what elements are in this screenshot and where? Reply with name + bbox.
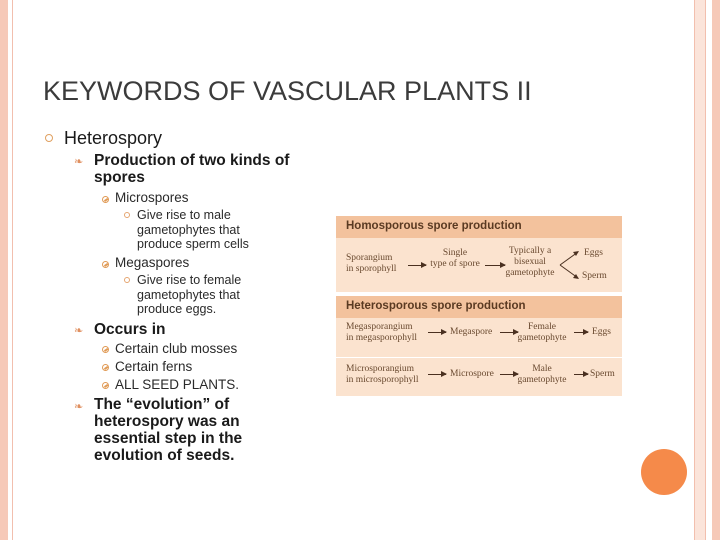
slide-title: KEYWORDS OF VASCULAR PLANTS II: [43, 76, 532, 106]
microsporangium-label: [346, 364, 419, 386]
frame-left-line: [12, 0, 13, 540]
heterosporous-body: [336, 318, 622, 396]
bullet-swirl-icon: [102, 364, 109, 371]
point-evolution: The “evolution” of heterospory was an essential step in the evolution of seeds.: [94, 396, 243, 464]
male-line: Male: [532, 364, 552, 374]
point-occurs-in: Occurs in: [94, 321, 166, 338]
sporangium-line: Sporangium: [346, 253, 393, 263]
bullet-ring-icon: [124, 277, 130, 283]
split-arrow-icon: [556, 250, 582, 280]
male-line: gametophyte: [517, 375, 567, 385]
homosporous-header-bar: [336, 216, 622, 238]
bullet-wing-icon: ❧: [74, 401, 84, 413]
homosporous-header: Homosporous spore production: [346, 220, 522, 232]
bullet-wing-icon: ❧: [74, 156, 84, 168]
heterosporous-header-bar: [336, 296, 622, 318]
heterosporous-header: Heterosporous spore production: [346, 300, 526, 312]
female-line: Female: [528, 322, 556, 332]
occurs-item: Certain club mosses: [115, 341, 238, 356]
megaspores-label: Megaspores: [115, 255, 190, 270]
point-production: Production of two kinds of spores: [94, 152, 290, 186]
occurs-item: Certain ferns: [115, 359, 193, 374]
arrow-icon: [408, 265, 426, 266]
frame-right-stripe: [712, 0, 720, 540]
bullet-wing-icon: ❧: [74, 325, 84, 337]
row-divider: [336, 357, 622, 358]
frame-left-stripe: [0, 0, 8, 540]
frame-right-band: [694, 0, 706, 540]
microspores-detail: Give rise to male gametophytes that produce sperm cells: [137, 208, 249, 251]
spore-line: Single: [442, 248, 468, 258]
eggs-label: Eggs: [592, 327, 611, 337]
microspore-label: Microspore: [450, 369, 494, 379]
arrow-icon: [574, 332, 588, 333]
sperm-label: Sperm: [590, 369, 615, 379]
arrow-icon: [428, 374, 446, 375]
gametophyte-line: Typically a: [508, 246, 552, 256]
megasporangium-label: [346, 322, 417, 344]
sperm-label: Sperm: [582, 271, 607, 281]
bullet-swirl-icon: [102, 261, 109, 268]
spore-production-diagram: [336, 216, 622, 396]
homosporous-body: [336, 238, 622, 292]
megasporangium-line: Megasporangium: [346, 322, 413, 332]
bullet-circle-icon: [45, 134, 53, 142]
bullet-swirl-icon: [102, 196, 109, 203]
gametophyte-line: gametophyte: [505, 268, 555, 278]
female-line: gametophyte: [517, 333, 567, 343]
megaspores-detail: Give rise to female gametophytes that produce eggs.: [137, 273, 242, 316]
gametophyte-line: bisexual: [514, 257, 546, 267]
microsporangium-line: Microsporangium: [346, 364, 415, 374]
occurs-item: ALL SEED PLANTS.: [115, 377, 240, 392]
single-spore-label: [428, 248, 482, 270]
male-gametophyte-label: [512, 364, 572, 386]
eggs-label: Eggs: [584, 248, 603, 258]
spore-line: type of spore: [430, 259, 480, 269]
arrow-icon: [428, 332, 446, 333]
heading-heterospory: Heterospory: [64, 128, 163, 148]
bullet-swirl-icon: [102, 346, 109, 353]
sporangium-line: in sporophyll: [346, 264, 397, 274]
bisexual-gametophyte-label: [502, 246, 558, 279]
megasporangium-line: in megasporophyll: [346, 333, 417, 343]
microspores-label: Microspores: [115, 190, 189, 205]
sporangium-label: [346, 253, 396, 275]
decorative-circle: [641, 449, 687, 495]
arrow-icon: [574, 374, 588, 375]
bullet-ring-icon: [124, 212, 130, 218]
female-gametophyte-label: [512, 322, 572, 344]
bullet-swirl-icon: [102, 382, 109, 389]
megaspore-label: Megaspore: [450, 327, 493, 337]
microsporangium-line: in microsporophyll: [346, 375, 419, 385]
